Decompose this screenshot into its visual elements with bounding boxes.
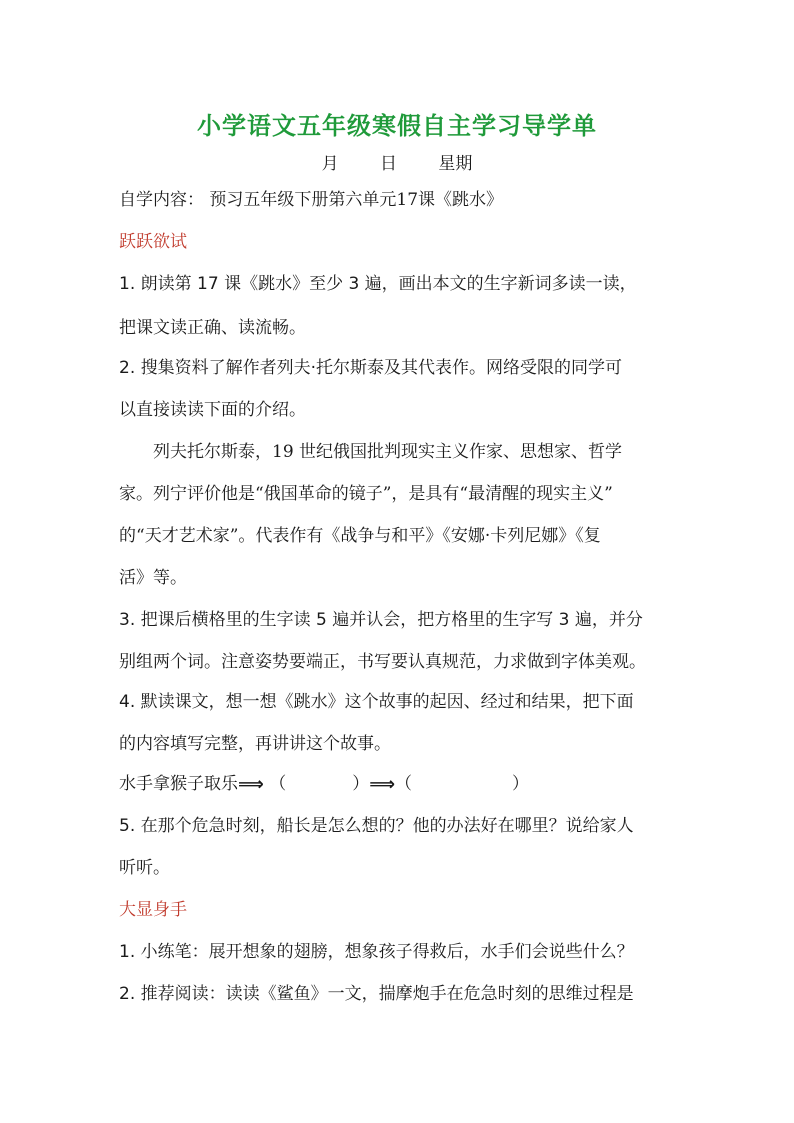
- flow-arrow-icon: ⟹: [369, 774, 396, 795]
- task-3-line-1: 3. 把课后横格里的生字读 5 遍并认会，把方格里的生字写 3 遍，并分: [119, 610, 643, 630]
- practice-2-line: 2. 推荐阅读：读读《鲨鱼》一文，揣摩炮手在危急时刻的思维过程是: [119, 984, 634, 1004]
- author-intro-line-1: 列夫托尔斯泰，19 世纪俄国批判现实主义作家、思想家、哲学: [153, 442, 623, 462]
- flow-blank-2-close: ）: [512, 774, 530, 794]
- month-label: 月: [321, 154, 339, 174]
- task-3-line-2: 别组两个词。注意姿势要端正，书写要认真规范，力求做到字体美观。: [119, 652, 646, 672]
- task-4-line-2: 的内容填写完整，再讲讲这个故事。: [119, 734, 391, 754]
- task-2-line-2: 以直接读读下面的介绍。: [119, 400, 306, 420]
- author-intro-line-4: 活》等。: [119, 568, 187, 588]
- flow-arrow-icon: ⟹: [238, 774, 264, 795]
- study-content-line: 自学内容： 预习五年级下册第六单元17课《跳水》: [119, 190, 504, 210]
- flow-blank-1-open: （: [269, 774, 287, 794]
- section-heading-try: 跃跃欲试: [119, 232, 187, 252]
- flow-blank-1-close: ）: [352, 774, 370, 794]
- weekday-label: 星期: [438, 154, 473, 174]
- task-5-line-2: 听听。: [119, 858, 170, 878]
- task-5-line-1: 5. 在那个危急时刻，船长是怎么想的？他的办法好在哪里？说给家人: [119, 816, 634, 836]
- author-intro-line-2: 家。列宁评价他是“俄国革命的镜子”，是具有“最清醒的现实主义”: [119, 484, 613, 504]
- task-4-line-1: 4. 默读课文，想一想《跳水》这个故事的起因、经过和结果，把下面: [119, 692, 634, 712]
- practice-1-line: 1. 小练笔：展开想象的翅膀，想象孩子得救后，水手们会说些什么？: [119, 942, 634, 962]
- task-1-line-2: 把课文读正确、读流畅。: [119, 318, 306, 338]
- day-label: 日: [380, 154, 397, 174]
- story-flow-row: [119, 773, 529, 795]
- flow-blank-2-open: （: [395, 774, 413, 794]
- section-heading-show: 大显身手: [119, 900, 187, 920]
- page-title: 小学语文五年级寒假自主学习导学单: [197, 112, 597, 140]
- flow-start-text: 水手拿猴子取乐: [119, 774, 238, 794]
- task-2-line-1: 2. 搜集资料了解作者列夫·托尔斯泰及其代表作。网络受限的同学可: [119, 358, 623, 378]
- task-1-line-1: 1. 朗读第 17 课《跳水》至少 3 遍，画出本文的生字新词多读一读，: [119, 274, 637, 294]
- date-row: [0, 149, 794, 174]
- author-intro-line-3: 的“天才艺术家”。代表作有《战争与和平》《安娜·卡列尼娜》《复: [119, 526, 601, 546]
